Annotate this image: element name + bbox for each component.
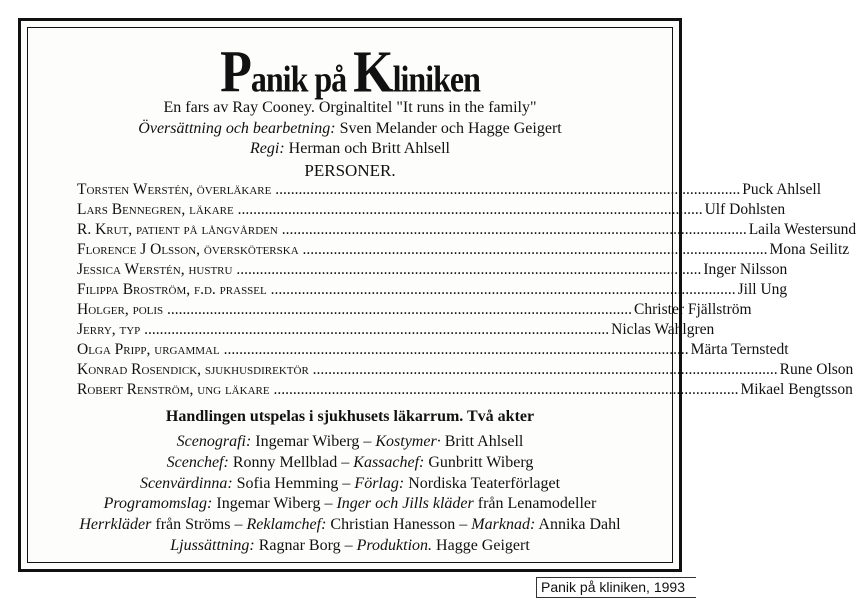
leader-dots: ........................................................................................................................ xyxy=(298,241,768,258)
cast-actor: Christer Fjällström xyxy=(634,301,752,318)
setting-line: Handlingen utspelas i sjukhusets läkarrum. Två akter xyxy=(165,408,535,425)
credit-label: Inger och Jills kläder xyxy=(336,495,474,513)
cast-role-text: Jerry, typ xyxy=(77,321,141,338)
cast-role xyxy=(77,281,736,299)
credit-label: Ljussättning: xyxy=(170,536,255,554)
credit-separator: – xyxy=(337,453,354,471)
credit-label: Marknad: xyxy=(471,516,536,534)
cast-row xyxy=(77,381,853,401)
cast-row xyxy=(77,241,850,261)
cast-actor: Mona Seilitz xyxy=(769,241,850,258)
credit-value: Nordiska Teaterförlaget xyxy=(404,474,561,492)
credit-line xyxy=(21,453,679,474)
translation-line xyxy=(21,119,679,139)
leader-dots: ........................................................................................................................ xyxy=(232,261,702,278)
credit-separator: – xyxy=(359,433,376,450)
cast-role-text: Jessica Werstén, hustru xyxy=(77,261,233,278)
cast-role-text: R. Krut, patient på långvården xyxy=(77,221,278,238)
cast-role xyxy=(77,341,689,359)
credit-line xyxy=(21,432,679,453)
persons-heading: PERSONER. xyxy=(304,161,396,180)
cast-role xyxy=(77,201,703,219)
credit-value: Ragnar Borg xyxy=(254,536,341,554)
title-part-2: liniken xyxy=(392,58,480,100)
cast-row xyxy=(77,221,856,241)
title-initial-p: P xyxy=(220,39,251,106)
credit-label: Produktion. xyxy=(356,536,433,554)
credit-separator: – xyxy=(230,516,247,534)
cast-role-text: Lars Bennegren, läkare xyxy=(77,201,234,218)
translation-label: Översättning och bearbetning: xyxy=(138,120,336,137)
credit-separator: – xyxy=(338,474,355,492)
direction-label: Regi: xyxy=(250,140,285,157)
credit-label: Scenvärdinna: xyxy=(139,474,233,492)
credit-value: från Ströms xyxy=(151,516,231,534)
credit-separator: – xyxy=(340,536,357,554)
credit-label: Programomslag: xyxy=(103,495,213,513)
credit-value: Christian Hanesson xyxy=(326,516,456,534)
program-frame xyxy=(18,18,856,572)
credit-label: Scenchef: xyxy=(166,453,229,471)
credit-value: från Lenamodeller xyxy=(473,495,597,513)
direction-value: Herman och Britt Ahlsell xyxy=(284,140,450,157)
leader-dots: ........................................................................................................................ xyxy=(271,181,741,198)
credit-value: Ronny Mellblad xyxy=(228,453,338,471)
leader-dots: ........................................................................................................................ xyxy=(233,201,703,218)
leader-dots: ........................................................................................................................ xyxy=(269,381,739,398)
cast-role-text: Olga Pripp, urgammal xyxy=(77,341,220,358)
cast-row xyxy=(77,341,789,361)
credit-value: Annika Dahl xyxy=(535,516,621,534)
leader-dots: ........................................................................................................................ xyxy=(277,221,747,238)
credit-value: Sofia Hemming xyxy=(232,474,339,492)
leader-dots: ........................................................................................................................ xyxy=(266,281,736,298)
title-part-1: anik på xyxy=(250,58,354,100)
cast-role-text: Filippa Broström, f.d. prassel xyxy=(77,281,267,298)
cast-actor: Niclas Wahlgren xyxy=(611,321,715,338)
credit-label: Reklamchef: xyxy=(246,516,327,534)
cast-role xyxy=(77,301,632,319)
direction-line xyxy=(21,139,679,159)
subtitle: En fars av Ray Cooney. Orginaltitel "It runs in the family" xyxy=(163,99,537,116)
credit-value: Hagge Geigert xyxy=(432,536,530,554)
credit-line xyxy=(21,515,679,536)
credit-value: Ingemar Wiberg xyxy=(212,495,321,513)
credit-separator: – xyxy=(320,495,337,513)
cast-actor: Ulf Dohlsten xyxy=(704,201,786,218)
credits-block xyxy=(21,432,679,557)
cast-role xyxy=(77,261,701,279)
cast-row xyxy=(77,281,788,301)
credit-value: Ingemar Wiberg xyxy=(251,433,360,450)
title-initial-k: K xyxy=(353,39,393,106)
cast-actor: Märta Ternstedt xyxy=(690,341,789,358)
credit-label: Förlag: xyxy=(354,474,405,492)
leader-dots: ........................................................................................................................ xyxy=(163,301,633,318)
credit-line xyxy=(21,494,679,515)
cast-role-text: Holger, polis xyxy=(77,301,164,318)
cast-role xyxy=(77,181,740,199)
page-title xyxy=(21,39,679,107)
cast-actor: Mikael Bengtsson xyxy=(740,381,853,398)
cast-actor: Rune Olson xyxy=(779,361,854,378)
credit-label: Kassachef: xyxy=(353,453,425,471)
cast-list xyxy=(77,181,856,401)
cast-actor: Laila Westersund xyxy=(748,221,856,238)
cast-role-text: Robert Renström, ung läkare xyxy=(77,381,270,398)
credit-separator: – xyxy=(455,516,472,534)
cast-role xyxy=(77,221,747,239)
leader-dots: ........................................................................................................................ xyxy=(308,361,778,378)
credit-label: Herrkläder xyxy=(79,516,152,534)
credit-value: Gunbritt Wiberg xyxy=(424,453,534,471)
leader-dots: ........................................................................................................................ xyxy=(140,321,610,338)
leader-dots: ........................................................................................................................ xyxy=(219,341,689,358)
cast-row xyxy=(77,301,752,321)
cast-actor: Jill Ung xyxy=(737,281,788,298)
image-caption: Panik på kliniken, 1993 xyxy=(536,577,696,598)
cast-role xyxy=(77,361,778,379)
credit-value: Britt Ahlsell xyxy=(440,433,524,450)
cast-actor: Inger Nilsson xyxy=(703,261,788,278)
cast-row xyxy=(77,261,788,281)
cast-row xyxy=(77,361,854,381)
cast-row xyxy=(77,201,786,221)
cast-row xyxy=(77,321,715,341)
cast-role-text: Torsten Werstén, överläkare xyxy=(77,181,272,198)
cast-actor: Puck Ahlsell xyxy=(742,181,822,198)
credit-line xyxy=(21,474,679,495)
cast-role xyxy=(77,321,609,339)
credit-line xyxy=(21,536,679,557)
translation-value: Sven Melander och Hagge Geigert xyxy=(335,120,562,137)
credit-label: Scenografi: xyxy=(176,433,252,450)
cast-role-text: Florence J Olsson, översköterska xyxy=(77,241,299,258)
cast-role-text: Konrad Rosendick, sjukhusdirektör xyxy=(77,361,309,378)
cast-role xyxy=(77,241,768,259)
cast-row xyxy=(77,181,822,201)
credit-label: Kostymer· xyxy=(375,433,441,450)
cast-role xyxy=(77,381,738,399)
